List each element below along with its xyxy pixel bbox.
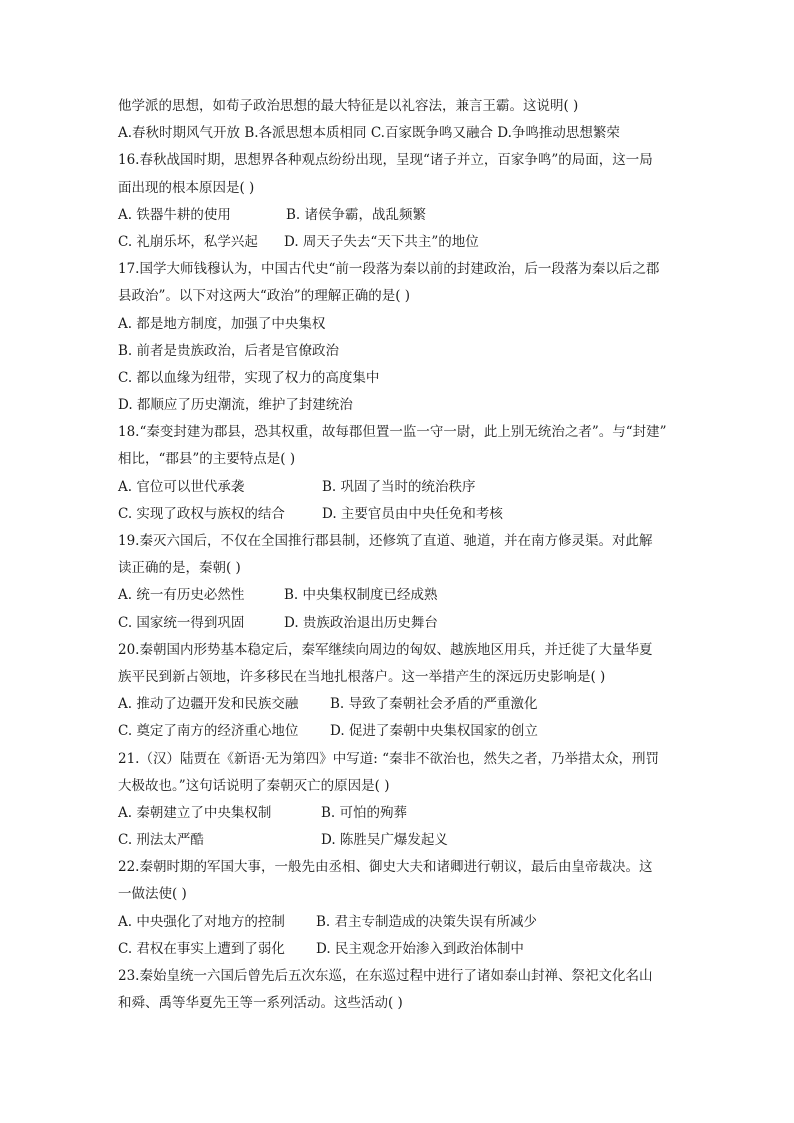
- q18-option-c: C. 实现了政权与族权的结合: [118, 505, 285, 522]
- q17-stem-line-1: 17.国学大师钱穆认为，中国古代史“前一段落为秦以前的封建政治，后一段落为秦以后之郡: [118, 261, 660, 278]
- q16-option-a: A. 铁器牛耕的使用: [118, 206, 231, 223]
- q17-stem-line-2: 县政治”。以下对这两大“政治”的理解正确的是( ): [118, 288, 411, 305]
- q15-options: A.春秋时期风气开放 B.各派思想本质相同 C.百家既争鸣又融合 D.争鸣推动思想繁荣: [118, 125, 620, 142]
- q21-stem-line-2: 大极故也。”这句话说明了秦朝灭亡的原因是( ): [118, 777, 390, 794]
- question-text-column: [118, 93, 678, 1017]
- q16-options-row-1: [118, 202, 678, 229]
- q21-options-row-2: [118, 827, 678, 854]
- q19-option-a: A. 统一有历史必然性: [118, 587, 245, 604]
- q20-option-a: A. 推动了边疆开发和民族交融: [118, 696, 299, 713]
- q21-option-a: A. 秦朝建立了中央集权制: [118, 804, 272, 821]
- q21-options-row-1: [118, 800, 678, 827]
- q22-option-d: D. 民主观念开始渗入到政治体制中: [316, 940, 524, 957]
- q17-option-d: D. 都顺应了历史潮流，维护了封建统治: [118, 397, 353, 414]
- q20-options-row-1: [118, 691, 678, 718]
- q22-option-b: B. 君主专制造成的决策失误有所减少: [316, 913, 538, 930]
- q23-stem-line-2: 和舜、禹等华夏先王等一系列活动。这些活动( ): [118, 995, 403, 1012]
- q16-stem-line-2: 面出现的根本原因是( ): [118, 179, 255, 196]
- q20-stem-line-1: 20.秦朝国内形势基本稳定后，秦军继续向周边的匈奴、越族地区用兵，并迁徙了大量华夏: [118, 641, 653, 658]
- q21-option-c: C. 刑法太严酷: [118, 832, 204, 849]
- q19-option-d: D. 贵族政治退出历史舞台: [284, 614, 438, 631]
- q18-stem-line-2: 相比，“郡县”的主要特点是( ): [118, 451, 296, 468]
- q16-option-b: B. 诸侯争霸，战乱频繁: [286, 206, 427, 223]
- q18-option-d: D. 主要官员由中央任免和考核: [322, 505, 503, 522]
- q19-options-row-1: [118, 582, 678, 609]
- q17-option-b: B. 前者是贵族政治，后者是官僚政治: [118, 342, 340, 359]
- q18-options-row-1: [118, 474, 678, 501]
- q22-option-a: A. 中央强化了对地方的控制: [118, 913, 285, 930]
- q16-options-row-2: [118, 229, 678, 256]
- q19-option-b: B. 中央集权制度已经成熟: [284, 587, 438, 604]
- q15-stem-tail: 他学派的思想，如荀子政治思想的最大特征是以礼容法，兼言王霸。这说明( ): [118, 98, 579, 114]
- q17-option-a: A. 都是地方制度，加强了中央集权: [118, 315, 326, 332]
- q22-options-row-2: [118, 936, 678, 963]
- q20-option-d: D. 促进了秦朝中央集权国家的创立: [330, 723, 538, 740]
- q22-options-row-1: [118, 909, 678, 936]
- q19-stem-line-1: 19.秦灭六国后，不仅在全国推行郡县制，还修筑了直道、驰道，并在南方修灵渠。对此解: [118, 533, 653, 549]
- q18-option-b: B. 巩固了当时的统治秩序: [322, 478, 476, 495]
- q18-option-a: A. 官位可以世代承袭: [118, 478, 245, 495]
- q16-stem-line-1: 16.春秋战国时期，思想界各种观点纷纷出现，呈现“诸子并立，百家争鸣”的局面，这一局: [118, 152, 653, 169]
- q22-option-c: C. 君权在事实上遭到了弱化: [118, 940, 285, 957]
- q16-option-c: C. 礼崩乐坏，私学兴起: [118, 233, 258, 250]
- q17-option-c: C. 都以血缘为纽带，实现了权力的高度集中: [118, 369, 380, 386]
- q20-option-b: B. 导致了秦朝社会矛盾的严重激化: [330, 696, 538, 713]
- q20-options-row-2: [118, 718, 678, 745]
- q21-option-d: D. 陈胜吴广爆发起义: [321, 832, 448, 849]
- q22-stem-line-1: 22.秦朝时期的军国大事，一般先由丞相、御史大夫和诸卿进行朝议，最后由皇帝裁决。这: [118, 859, 653, 876]
- q20-option-c: C. 奠定了南方的经济重心地位: [118, 723, 299, 740]
- q21-stem-line-1: 21.（汉）陆贾在《新语·无为第四》中写道: “秦非不欲治也，然失之者，乃举措太众，刑罚: [118, 750, 660, 767]
- q16-option-d: D. 周天子失去“天下共主”的地位: [284, 233, 479, 250]
- q19-stem-line-2: 读正确的是，秦朝( ): [118, 560, 241, 577]
- q22-stem-line-2: 一做法使( ): [118, 886, 187, 903]
- q20-stem-line-2: 族平民到新占领地，许多移民在当地扎根落户。这一举措产生的深远历史影响是( ): [118, 668, 606, 685]
- q18-stem-line-1: 18.“秦变封建为郡县，恐其权重，故每郡但置一监一守一尉，此上别无统治之者”。与“封建”: [118, 424, 667, 441]
- q18-options-row-2: [118, 501, 678, 528]
- q19-options-row-2: [118, 610, 678, 637]
- q23-stem-line-1: 23.秦始皇统一六国后曾先后五次东巡，在东巡过程中进行了诸如泰山封禅、祭祀文化名山: [118, 968, 653, 984]
- q19-option-c: C. 国家统一得到巩固: [118, 614, 245, 631]
- q21-option-b: B. 可怕的殉葬: [321, 804, 408, 821]
